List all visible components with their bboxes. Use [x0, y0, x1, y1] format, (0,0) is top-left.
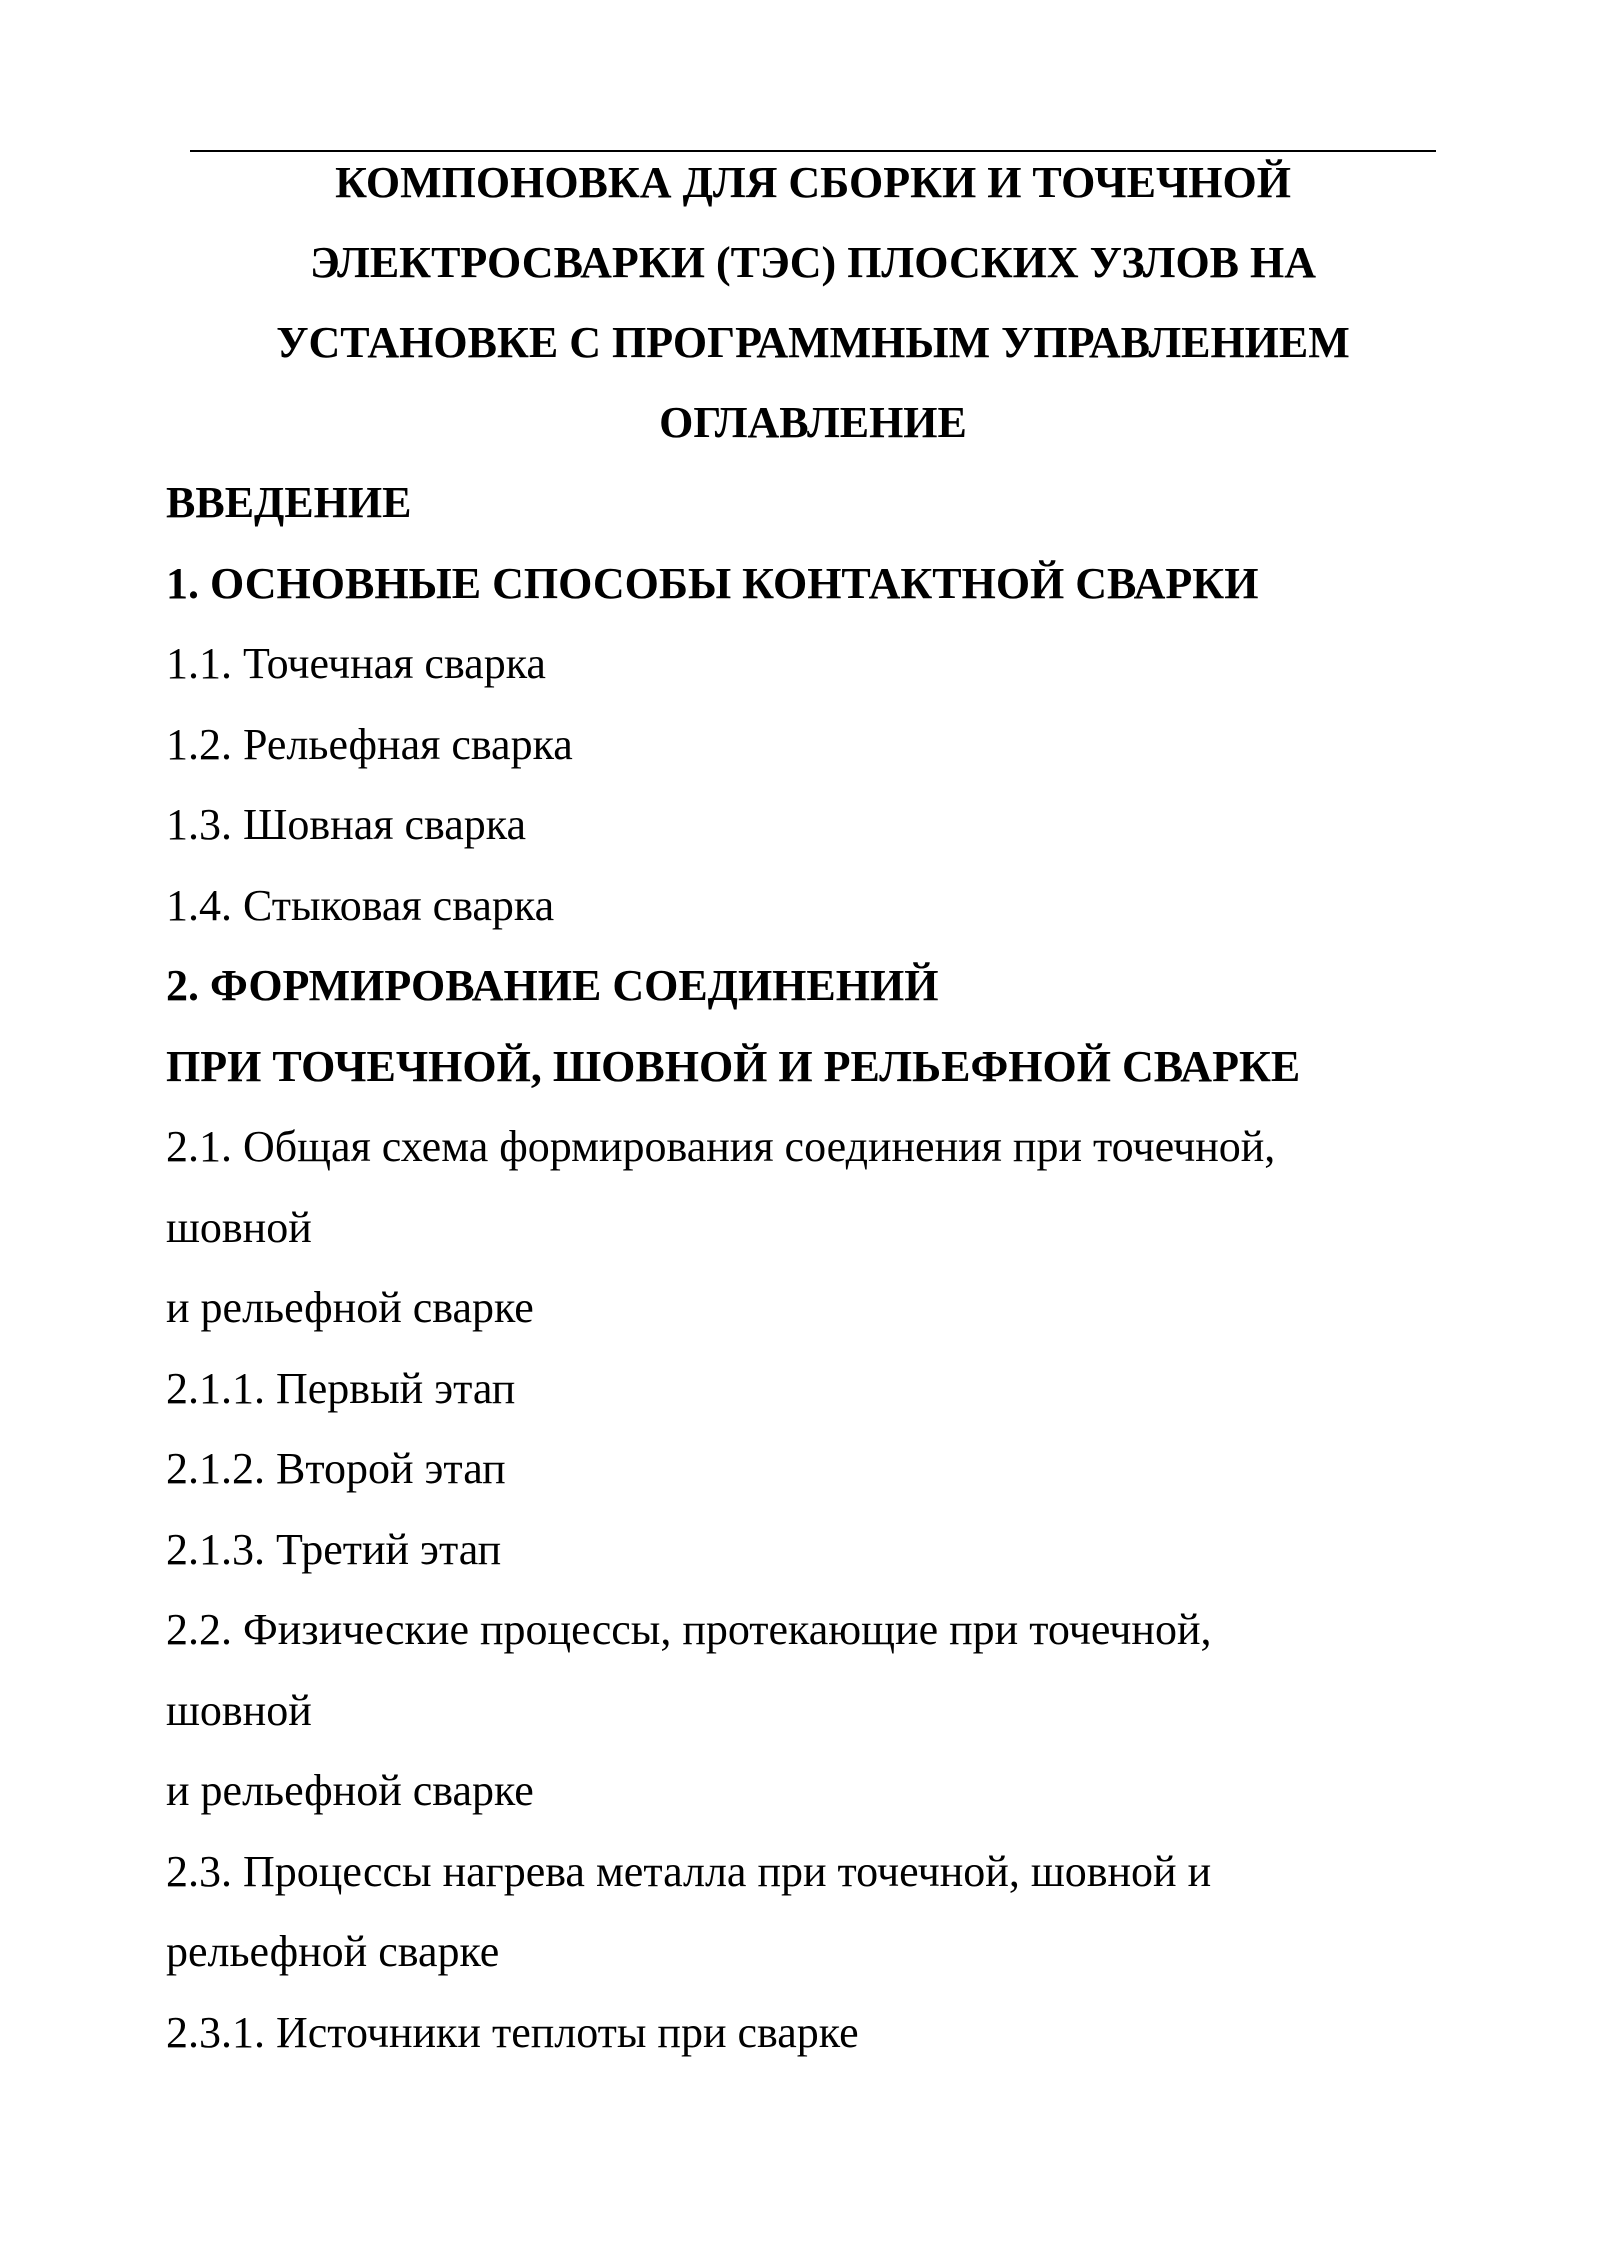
toc-entry: 1.4. Стыковая сварка	[166, 880, 555, 930]
toc-entry: 2.1.2. Второй этап	[166, 1444, 506, 1493]
toc-entry: 2.1. Общая схема формирования соединения при точечной,	[166, 1122, 1276, 1171]
toc-section-heading: ВВЕДЕНИЕ	[166, 478, 412, 527]
toc-heading: ОГЛАВЛЕНИЕ	[659, 398, 967, 447]
toc-section-heading: ПРИ ТОЧЕЧНОЙ, ШОВНОЙ И РЕЛЬЕФНОЙ СВАРКЕ	[166, 1041, 1301, 1091]
toc-section-heading: 1. ОСНОВНЫЕ СПОСОБЫ КОНТАКТНОЙ СВАРКИ	[166, 558, 1259, 608]
toc-entry: 2.1.1. Первый этап	[166, 1363, 516, 1413]
toc-entry: и рельефной сварке	[166, 1283, 534, 1332]
toc-entry: 1.1. Точечная сварка	[166, 639, 546, 688]
title-line: ЭЛЕКТРОСВАРКИ (ТЭС) ПЛОСКИХ УЗЛОВ НА	[309, 238, 1317, 287]
toc-entry: шовной	[166, 1202, 312, 1252]
title-line: КОМПОНОВКА ДЛЯ СБОРКИ И ТОЧЕЧНОЙ	[335, 158, 1291, 207]
toc-entry: 2.1.3. Третий этап	[166, 1524, 502, 1574]
toc-entry: 2.3.1. Источники теплоты при сварке	[166, 2007, 859, 2057]
toc-entry: 2.3. Процессы нагрева металла при точечной, шовной и	[166, 1846, 1212, 1896]
toc-entry: 1.2. Рельефная сварка	[166, 719, 573, 769]
toc-entry: рельефной сварке	[166, 1927, 500, 1976]
toc-section-heading: 2. ФОРМИРОВАНИЕ СОЕДИНЕНИЙ	[166, 961, 939, 1010]
toc-entry: шовной	[166, 1685, 312, 1735]
toc-entry: 1.3. Шовная сварка	[166, 800, 526, 849]
toc-entry: и рельефной сварке	[166, 1766, 534, 1815]
table-of-contents	[166, 463, 1466, 2073]
title-block	[166, 143, 1460, 463]
title-line: УСТАНОВКЕ С ПРОГРАММНЫМ УПРАВЛЕНИЕМ	[276, 318, 1350, 367]
toc-entry: 2.2. Физические процессы, протекающие при точечной,	[166, 1605, 1212, 1654]
